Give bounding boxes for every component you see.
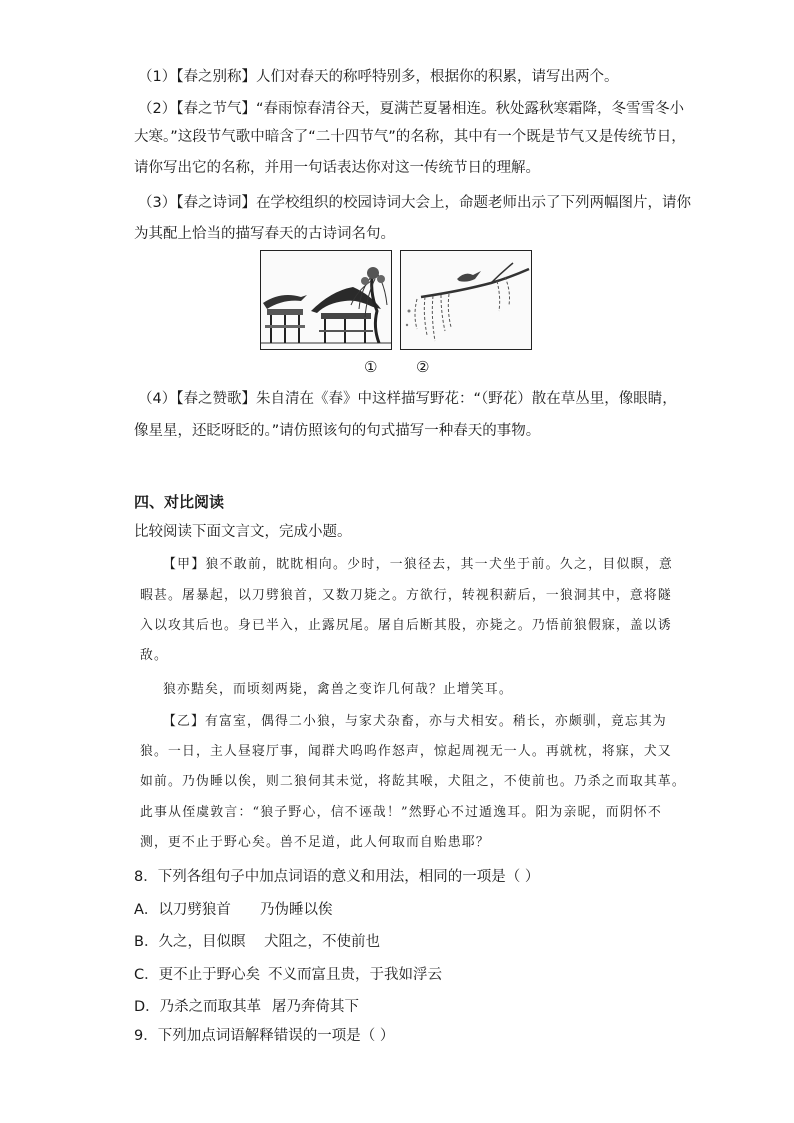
image-label-1: ① — [364, 358, 378, 376]
willow-drawing-icon — [401, 251, 531, 349]
section-intro: 比较阅读下面文言文，完成小题。 — [134, 524, 352, 540]
image-label-2: ② — [416, 358, 430, 376]
option-letter: C． — [134, 967, 159, 983]
option-d[interactable] — [134, 995, 261, 1016]
passage-jia-line5: 狼亦黠矣，而顷刻两毙，禽兽之变诈几何哉？止增笑耳。 — [163, 682, 513, 697]
option-left-text: 以刀劈狼首 — [158, 902, 231, 918]
passage-yi-line4: 此事从侄虞敦言：“狼子野心，信不诬哉！”然野心不过遁逸耳。阳为亲昵，而阴怀不 — [140, 805, 662, 820]
q3-text-line2: 为其配上恰当的描写春天的古诗词名句。 — [134, 226, 395, 242]
option-a[interactable] — [134, 898, 231, 919]
option-b[interactable] — [134, 930, 245, 951]
passage-jia-line3: 入以攻其后也。身已半入，止露尻尾。屠自后断其股，亦毙之。乃悟前狼假寐，盖以诱 — [140, 618, 672, 633]
willow-branch-illustration — [400, 250, 532, 350]
option-left-text: 久之，目似瞑 — [158, 934, 246, 950]
pavilion-drawing-icon — [261, 251, 391, 349]
option-left-text: 乃杀之而取其革 — [159, 999, 262, 1015]
option-letter: D． — [134, 999, 160, 1015]
option-a-right: 乃伪睡以俟 — [260, 902, 333, 918]
question-9: 9．下列加点词语解释错误的一项是（ ） — [134, 1028, 395, 1044]
passage-yi-line2: 狼。一日，主人昼寝厅事，闻群犬呜呜作怒声，惊起周视无一人。再就枕，将寐，犬又 — [140, 744, 672, 759]
q2-text-line1: （2）【春之节气】“春雨惊春清谷天，夏满芒夏暑相连。秋处露秋寒霜降，冬雪雪冬小 — [138, 101, 684, 117]
option-c-right: 不义而富且贵，于我如浮云 — [268, 967, 442, 983]
q3-text-line1: （3）【春之诗词】在学校组织的校园诗词大会上，命题老师出示了下列两幅图片，请你 — [138, 195, 691, 211]
option-c[interactable] — [134, 963, 260, 984]
passage-jia-line4: 敌。 — [140, 648, 168, 663]
question-8: 8．下列各组句子中加点词语的意义和用法，相同的一项是（ ） — [134, 869, 540, 885]
pavilion-willow-illustration — [260, 250, 392, 350]
passage-yi-line3: 如前。乃伪睡以俟，则二狼伺其未觉，将龁其喉，犬阻之，不使前也。乃杀之而取其革。 — [140, 774, 686, 789]
passage-yi-line1: 【乙】有富室，偶得二小狼，与家犬杂畜，亦与犬相安。稍长，亦颇驯，竟忘其为 — [163, 714, 667, 729]
option-b-right: 犬阻之，不使前也 — [264, 934, 380, 950]
option-letter: B． — [134, 934, 159, 950]
passage-jia-line2: 暇甚。屠暴起，以刀劈狼首，又数刀毙之。方欲行，转视积薪后，一狼洞其中，意将隧 — [140, 588, 672, 603]
passage-yi-line5: 测，更不止于野心矣。兽不足道，此人何取而自贻患耶？ — [140, 835, 490, 850]
option-left-text: 更不止于野心矣 — [158, 967, 261, 983]
q2-text-line2: 大寒。”这段节气歌中暗含了“二十四节气”的名称，其中有一个既是节气又是传统节日， — [134, 129, 686, 145]
passage-jia-line1: 【甲】狼不敢前，眈眈相向。少时，一狼径去，其一犬坐于前。久之，目似瞑，意 — [163, 557, 673, 572]
option-d-right: 屠乃奔倚其下 — [272, 999, 359, 1015]
q4-text-line2: 像星星，还眨呀眨的。”请仿照该句的句式描写一种春天的事物。 — [134, 423, 541, 439]
q4-text-line1: （4）【春之赞歌】朱自清在《春》中这样描写野花：“（野花）散在草丛里，像眼睛， — [138, 391, 677, 407]
option-letter: A． — [134, 902, 159, 918]
section-heading: 四、对比阅读 — [134, 493, 225, 511]
q2-text-line3: 请你写出它的名称，并用一句话表达你对这一传统节日的理解。 — [134, 160, 540, 176]
q1-text: （1）【春之别称】人们对春天的称呼特别多，根据你的积累，请写出两个。 — [138, 69, 619, 85]
